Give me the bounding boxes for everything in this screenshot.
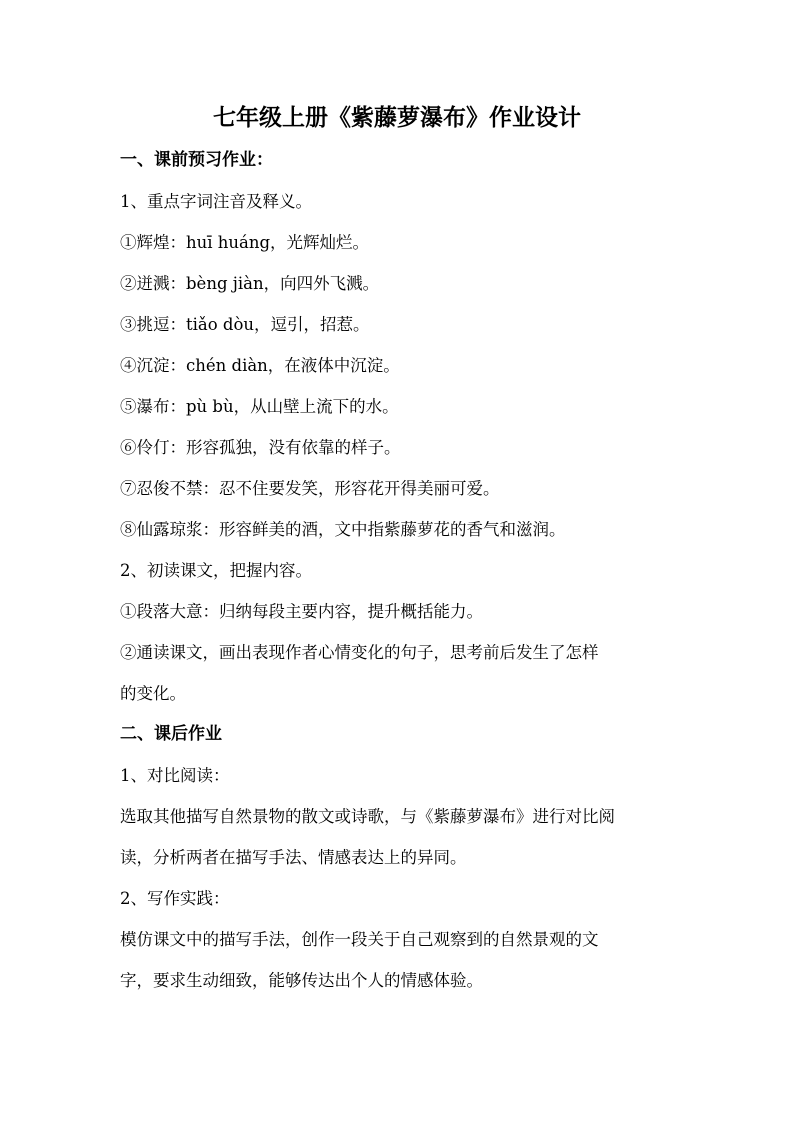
- vocab-item: ①辉煌：huī huáng，光辉灿烂。: [120, 233, 370, 252]
- paragraph-line: 选取其他描写自然景物的散文或诗歌，与《紫藤萝瀑布》进行对比阅: [120, 807, 615, 826]
- paragraph-line: 1、对比阅读：: [120, 766, 230, 785]
- vocab-item: ④沉淀：chén diàn，在液体中沉淀。: [120, 356, 400, 375]
- document-title: 七年级上册《紫藤萝瀑布》作业设计: [213, 105, 581, 131]
- paragraph-line: 字，要求生动细致，能够传达出个人的情感体验。: [120, 971, 483, 990]
- paragraph-line: 模仿课文中的描写手法，创作一段关于自己观察到的自然景观的文: [120, 930, 599, 949]
- paragraph-line: ②通读课文，画出表现作者心情变化的句子，思考前后发生了怎样: [120, 643, 599, 662]
- vocab-item: ⑤瀑布：pù bù，从山壁上流下的水。: [120, 397, 399, 416]
- section-heading-preview: 一、课前预习作业：: [120, 150, 273, 170]
- document-body: [120, 140, 680, 1001]
- vocab-item: ③挑逗：tiǎo dòu，逗引，招惹。: [120, 315, 370, 334]
- paragraph-line: 2、写作实践：: [120, 889, 230, 908]
- vocab-item: ⑧仙露琼浆：形容鲜美的酒，文中指紫藤萝花的香气和滋润。: [120, 520, 566, 539]
- paragraph-line: ①段落大意：归纳每段主要内容，提升概括能力。: [120, 602, 483, 621]
- paragraph-line: 2、初读课文，把握内容。: [120, 561, 312, 580]
- vocab-item: ⑦忍俊不禁：忍不住要发笑，形容花开得美丽可爱。: [120, 479, 500, 498]
- vocab-item: ⑥伶仃：形容孤独，没有依靠的样子。: [120, 438, 401, 457]
- section-heading-homework: 二、课后作业: [120, 724, 222, 744]
- paragraph-line: 的变化。: [120, 684, 186, 703]
- paragraph-line: 读，分析两者在描写手法、情感表达上的异同。: [120, 848, 467, 867]
- paragraph-line: 1、重点字词注音及释义。: [120, 192, 312, 211]
- vocab-item: ②迸溅：bèng jiàn，向四外飞溅。: [120, 274, 380, 293]
